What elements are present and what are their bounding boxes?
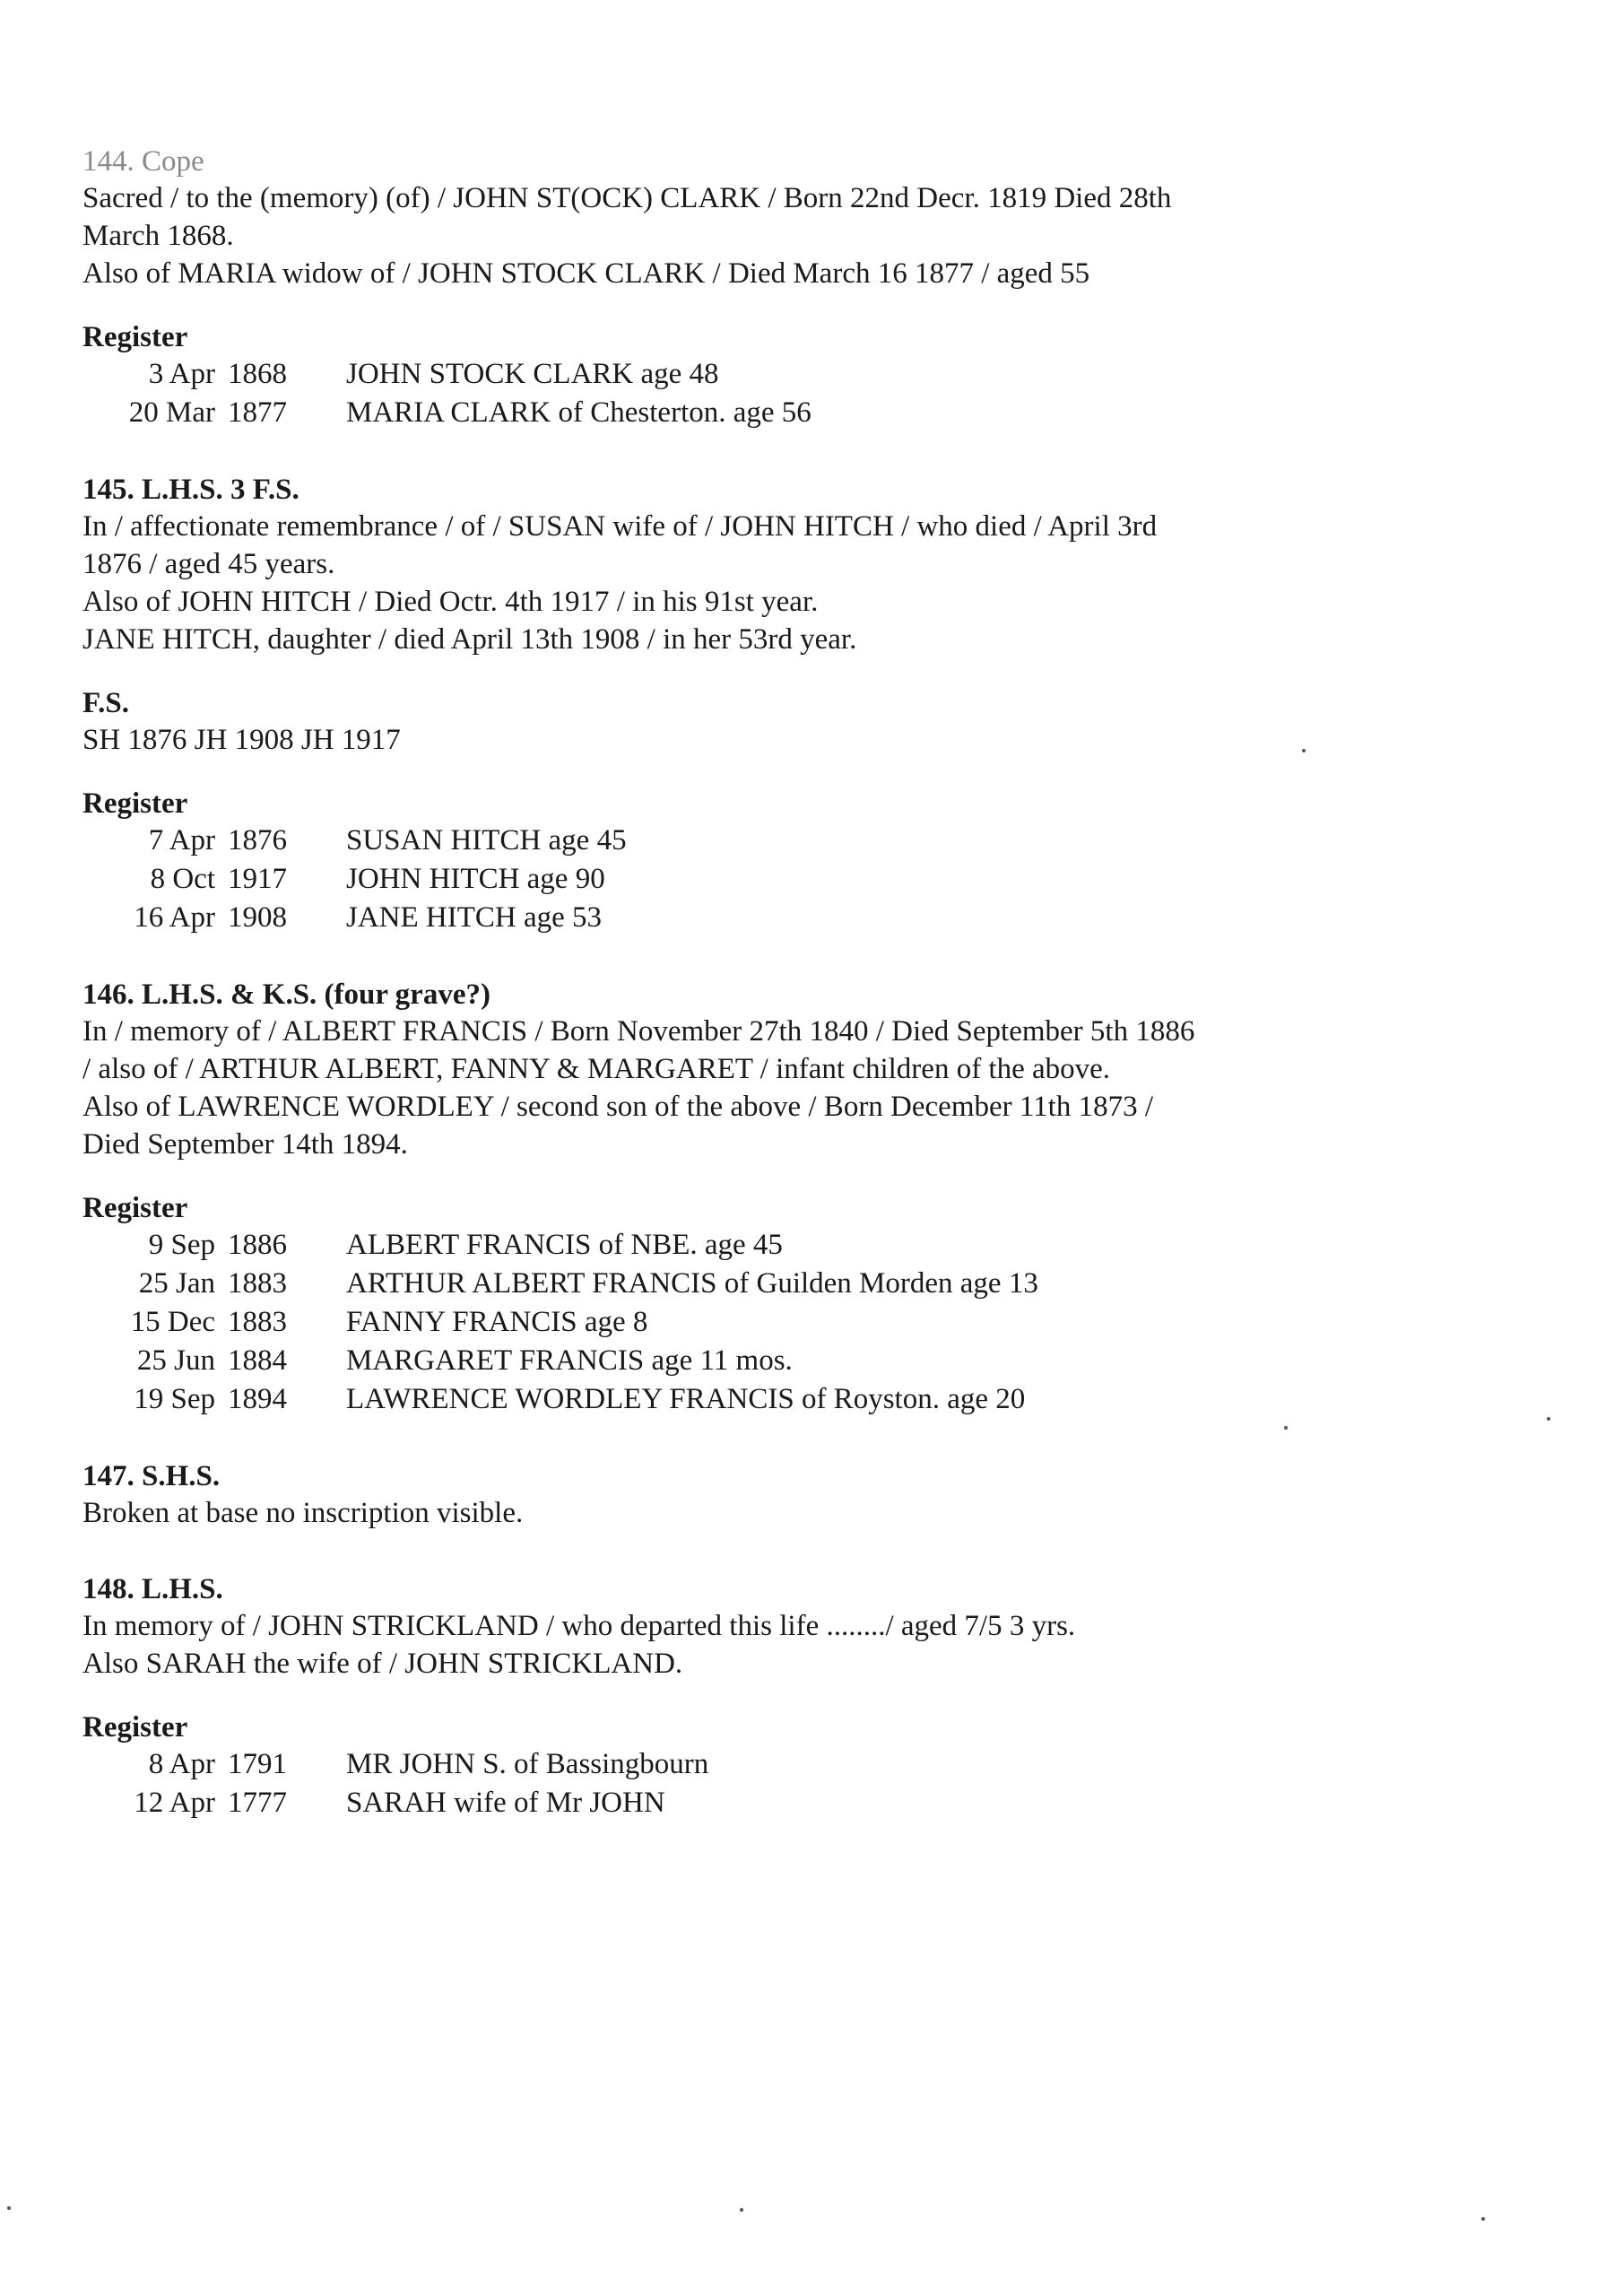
transcription-body (82, 144, 1356, 1862)
entry-section (82, 472, 1356, 937)
register-name: LAWRENCE WORDLEY FRANCIS of Royston. age 20 (346, 1383, 1026, 1415)
register-name: ALBERT FRANCIS of NBE. age 45 (346, 1229, 783, 1261)
inscription-line: In / affectionate remembrance / of / SUSAN wife of / JOHN HITCH / who died / April 3rd (82, 510, 1158, 543)
register-name: JOHN HITCH age 90 (346, 863, 605, 895)
register-date: 8 Apr (148, 1748, 215, 1780)
register-heading: Register (82, 787, 188, 820)
register-heading: Register (82, 321, 188, 353)
register-year: 1894 (228, 1383, 287, 1415)
register-year: 1777 (228, 1787, 287, 1819)
register-row (82, 1380, 1038, 1419)
inscription-line: March 1868. (82, 220, 234, 252)
entry-section (82, 1571, 1356, 1822)
inscription-line: JANE HITCH, daughter / died April 13th 1908 / in her 53rd year. (82, 623, 857, 656)
entry-section (82, 1458, 1356, 1532)
register-year: 1886 (228, 1229, 287, 1261)
register-date: 25 Jan (138, 1267, 215, 1300)
register-year: 1908 (228, 901, 287, 934)
inscription-line: Also of MARIA widow of / JOHN STOCK CLARK / Died March 16 1877 / aged 55 (82, 257, 1090, 290)
register-date: 7 Apr (148, 824, 215, 857)
register-row (82, 899, 627, 937)
speck (1302, 749, 1306, 752)
inscription-line: Also SARAH the wife of / JOHN STRICKLAND. (82, 1648, 683, 1680)
inscription-line: Broken at base no inscription visible. (82, 1497, 524, 1529)
register-date: 12 Apr (134, 1787, 215, 1819)
register-date: 16 Apr (134, 901, 215, 934)
register-row (82, 822, 627, 860)
inscription-line: / also of / ARTHUR ALBERT, FANNY & MARGARET / infant children of the above. (82, 1053, 1111, 1085)
register-year: 1917 (228, 863, 287, 895)
register-row (82, 1342, 1038, 1380)
speck (1481, 2217, 1485, 2221)
inscription-line: In memory of / JOHN STRICKLAND / who departed this life ......../ aged 7/5 3 yrs. (82, 1610, 1076, 1642)
fs-heading: F.S. (82, 687, 129, 719)
register-date: 20 Mar (128, 396, 215, 429)
register-year: 1883 (228, 1267, 287, 1300)
register-year: 1868 (228, 358, 287, 390)
register-date: 15 Dec (130, 1306, 215, 1338)
register-row (82, 1265, 1038, 1303)
register-name: SARAH wife of Mr JOHN (346, 1787, 665, 1819)
inscription-line: 1876 / aged 45 years. (82, 548, 335, 580)
register-name: SUSAN HITCH age 45 (346, 824, 627, 857)
register-row (82, 1784, 708, 1822)
entry-heading: 146. L.H.S. & K.S. (four grave?) (82, 978, 490, 1011)
register-name: FANNY FRANCIS age 8 (346, 1306, 648, 1338)
register-name: MR JOHN S. of Bassingbourn (346, 1748, 709, 1780)
inscription-line: Also of LAWRENCE WORDLEY / second son of the above / Born December 11th 1873 / (82, 1091, 1153, 1123)
register-table (82, 1745, 708, 1822)
inscription-line: Died September 14th 1894. (82, 1128, 408, 1161)
register-name: JANE HITCH age 53 (346, 901, 603, 934)
entry-section (82, 977, 1356, 1419)
speck (7, 2206, 11, 2210)
register-year: 1877 (228, 396, 287, 429)
register-name: MARGARET FRANCIS age 11 mos. (346, 1344, 793, 1377)
register-row (82, 1745, 708, 1784)
register-year: 1791 (228, 1748, 287, 1780)
register-row (82, 1303, 1038, 1342)
register-row (82, 394, 812, 432)
register-date: 25 Jun (136, 1344, 215, 1377)
register-year: 1883 (228, 1306, 287, 1338)
fs-initials: SH 1876 JH 1908 JH 1917 (82, 724, 401, 756)
entry-heading: 148. L.H.S. (82, 1573, 223, 1605)
inscription-line: In / memory of / ALBERT FRANCIS / Born November 27th 1840 / Died September 5th 1886 (82, 1015, 1195, 1048)
entry-section (82, 144, 1356, 432)
entry-heading: 144. Cope (82, 145, 204, 178)
speck (1284, 1426, 1288, 1430)
entry-heading: 145. L.H.S. 3 F.S. (82, 474, 299, 506)
speck (1547, 1417, 1550, 1421)
register-date: 3 Apr (148, 358, 215, 390)
register-year: 1884 (228, 1344, 287, 1377)
inscription-line: Also of JOHN HITCH / Died Octr. 4th 1917 / in his 91st year. (82, 586, 819, 618)
register-date: 9 Sep (148, 1229, 215, 1261)
speck (740, 2208, 743, 2212)
entry-heading: 147. S.H.S. (82, 1460, 221, 1492)
register-table (82, 1226, 1038, 1419)
register-row (82, 355, 812, 394)
register-year: 1876 (228, 824, 287, 857)
register-name: MARIA CLARK of Chesterton. age 56 (346, 396, 812, 429)
register-heading: Register (82, 1711, 188, 1744)
inscription-line: Sacred / to the (memory) (of) / JOHN ST(OCK) CLARK / Born 22nd Decr. 1819 Died 28th (82, 182, 1172, 214)
register-row (82, 860, 627, 899)
register-date: 8 Oct (150, 863, 215, 895)
register-name: JOHN STOCK CLARK age 48 (346, 358, 719, 390)
register-name: ARTHUR ALBERT FRANCIS of Guilden Morden age 13 (346, 1267, 1038, 1300)
register-row (82, 1226, 1038, 1265)
register-table (82, 355, 812, 432)
register-heading: Register (82, 1192, 188, 1224)
register-table (82, 822, 627, 937)
register-date: 19 Sep (134, 1383, 215, 1415)
